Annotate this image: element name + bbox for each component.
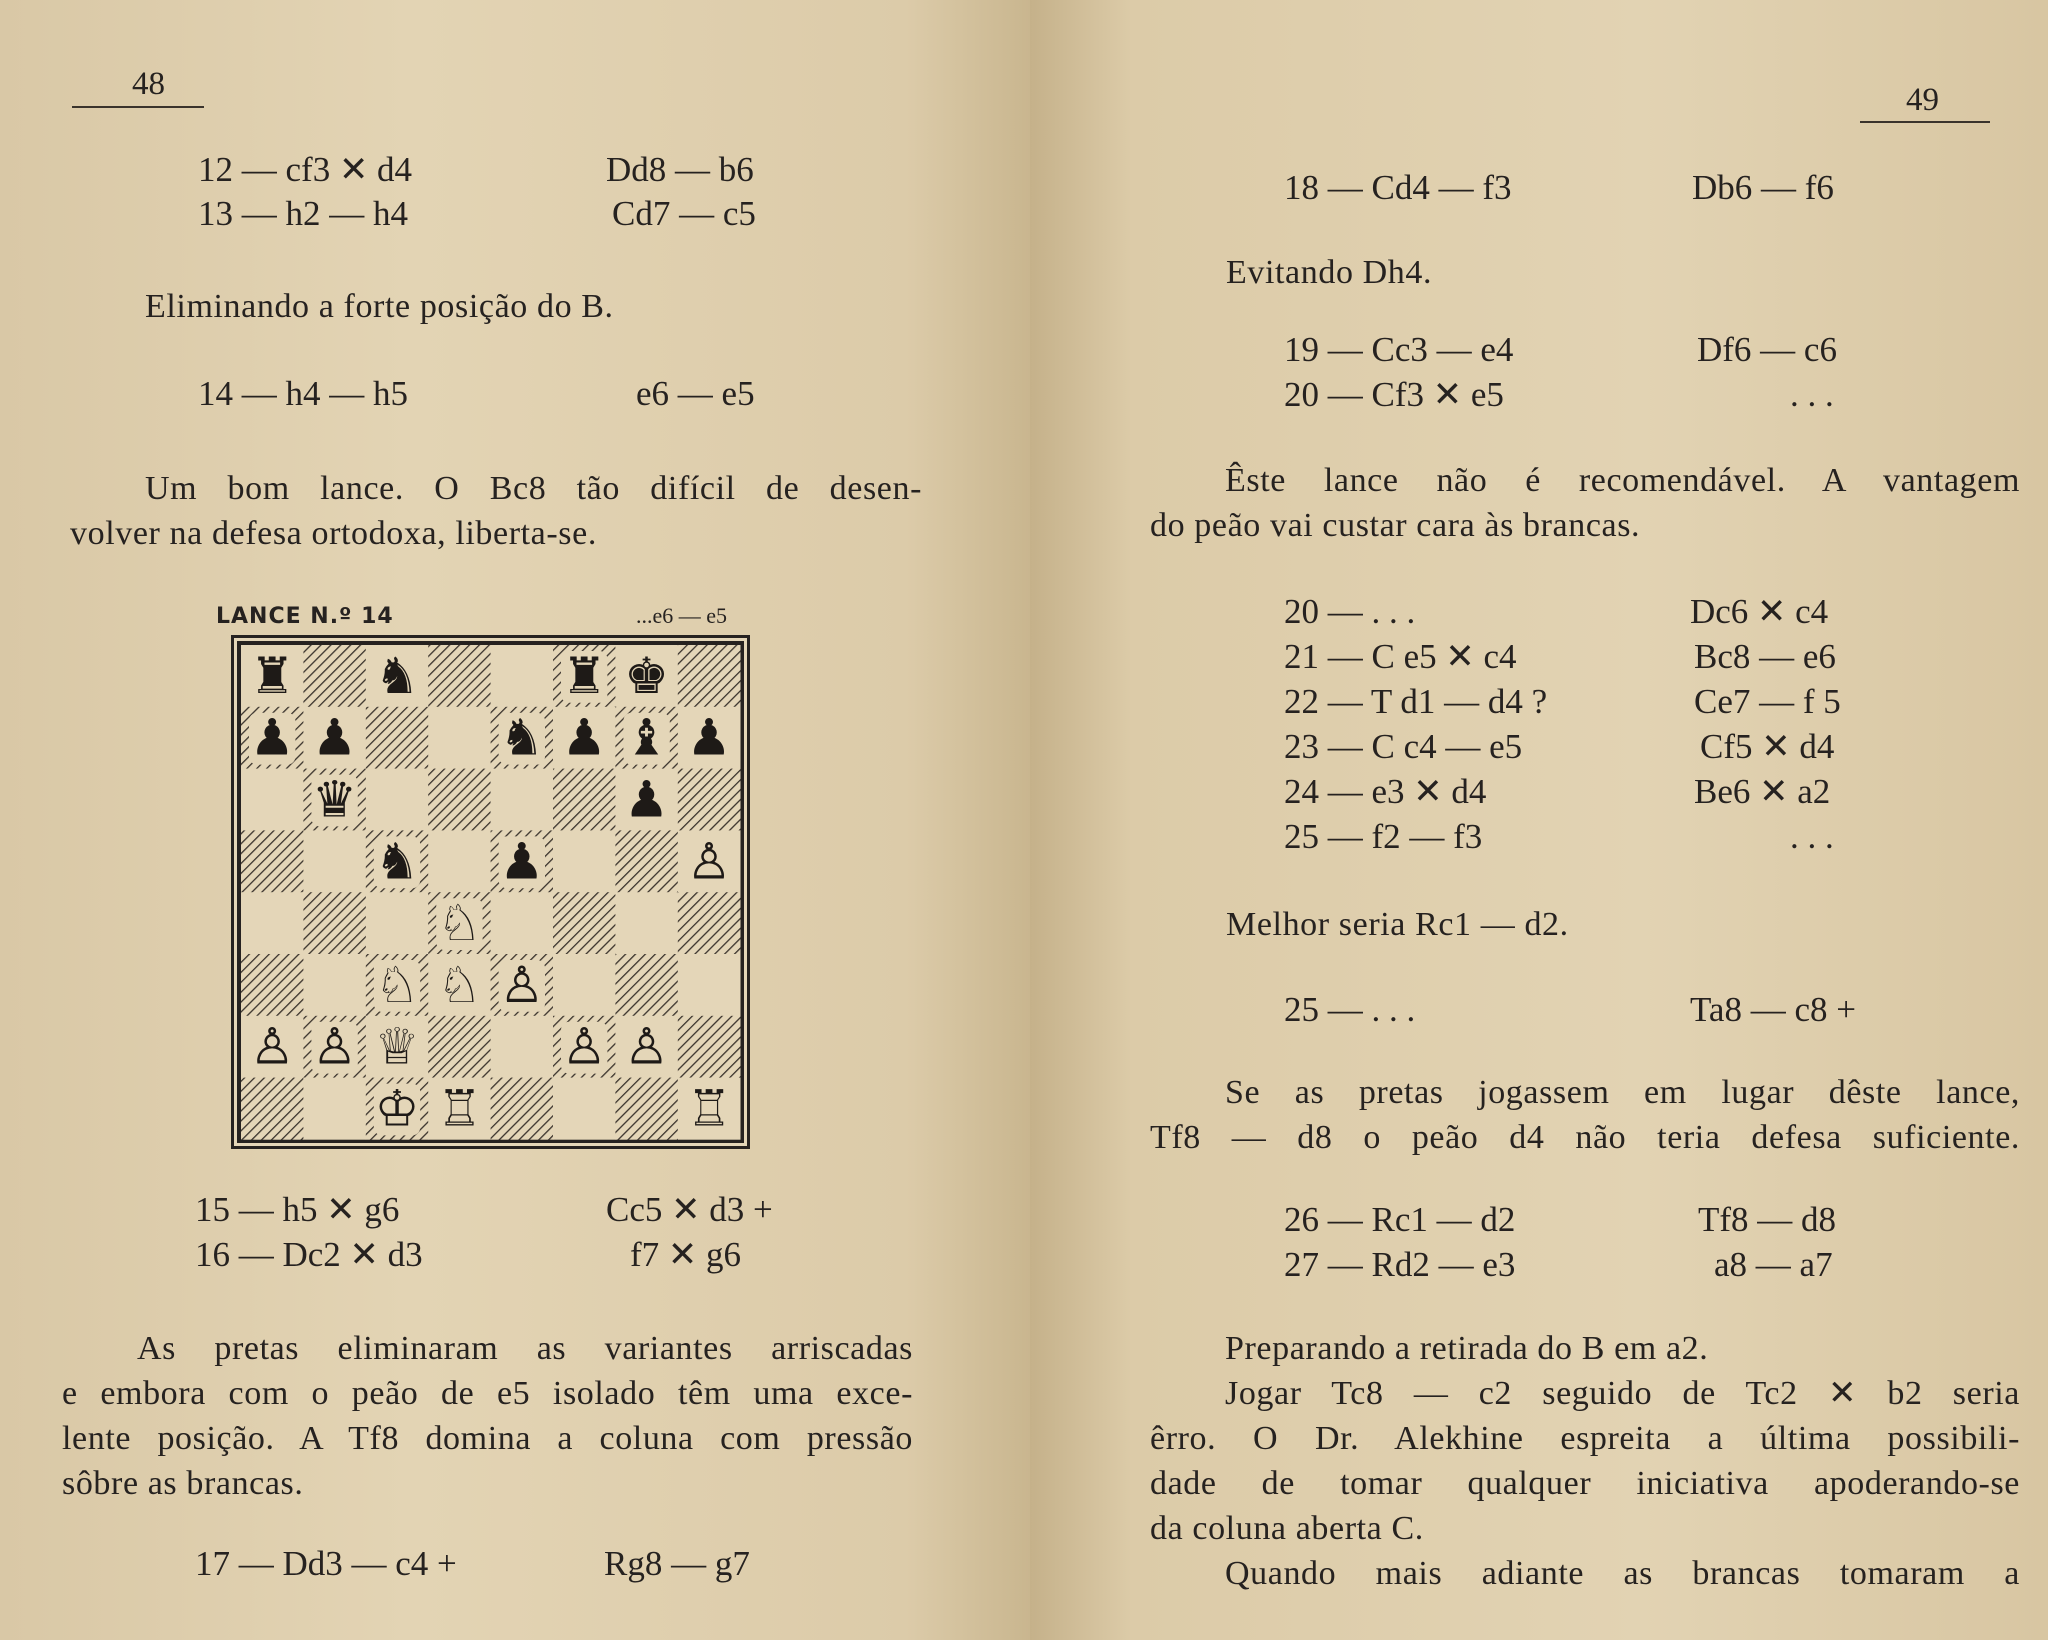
move-14-black: e6 — e5 [636, 374, 755, 413]
commentary-line: do peão vai custar cara às brancas. [1150, 507, 1641, 544]
commentary-paragraph [70, 466, 922, 556]
board-square-f6 [553, 769, 616, 831]
move-23-white: 23 — C c4 — e5 [1284, 727, 1523, 766]
black-pawn-icon: ♟ [624, 770, 670, 829]
white-pawn-icon: ♙ [249, 1017, 295, 1076]
board-square-e8 [491, 645, 554, 707]
commentary-line: dade de tomar qualquer iniciativa apoderando-se [1150, 1465, 2020, 1502]
board-square-a1 [241, 1078, 304, 1140]
board-square-b5 [303, 830, 366, 892]
move-25-white: 25 — . . . [1284, 990, 1416, 1029]
board-square-b1 [303, 1078, 366, 1140]
folio-rule-left [72, 106, 204, 108]
board-square-a4 [241, 892, 304, 954]
board-square-h6 [678, 769, 741, 831]
white-queen-icon: ♕ [374, 1017, 420, 1076]
move-20-black: Dc6 ✕ c4 [1690, 592, 1829, 631]
board-square-e4 [491, 892, 554, 954]
white-rook-icon: ♖ [686, 1079, 732, 1138]
black-pawn-icon: ♟ [499, 832, 545, 891]
black-pawn-icon: ♟ [312, 708, 358, 767]
move-16-black: f7 ✕ g6 [630, 1235, 741, 1274]
move-18-black: Db6 — f6 [1692, 168, 1834, 207]
white-knight-icon: ♘ [436, 894, 482, 953]
move-25-black: Ta8 — c8 + [1690, 990, 1856, 1029]
commentary-line: volver na defesa ortodoxa, liberta-se. [70, 515, 597, 552]
move-20-white: 20 — . . . [1284, 592, 1416, 631]
board-square-g1 [615, 1078, 678, 1140]
commentary-paragraph [1150, 1326, 2020, 1596]
board-square-h3 [678, 954, 741, 1016]
white-knight-icon: ♘ [374, 955, 420, 1014]
black-queen-icon: ♛ [312, 770, 358, 829]
board-square-a3 [241, 954, 304, 1016]
board-square-e6 [491, 769, 554, 831]
board-square-f1 [553, 1078, 616, 1140]
board-square-h2 [678, 1016, 741, 1078]
page-number-left: 48 [132, 66, 165, 102]
black-rook-icon: ♜ [561, 646, 607, 705]
board-square-e2 [491, 1016, 554, 1078]
move-19-white: 19 — Cc3 — e4 [1284, 330, 1514, 369]
black-pawn-icon: ♟ [249, 708, 295, 767]
move-24-black: Be6 ✕ a2 [1694, 772, 1831, 811]
board-square-b4 [303, 892, 366, 954]
move-26-white: 26 — Rc1 — d2 [1284, 1200, 1516, 1239]
move-27-white: 27 — Rd2 — e3 [1284, 1245, 1516, 1284]
commentary-paragraph [1150, 1070, 2020, 1160]
board-square-d7 [428, 707, 491, 769]
move-21-white: 21 — C e5 ✕ c4 [1284, 637, 1517, 676]
board-square-c6 [366, 769, 429, 831]
board-square-h4 [678, 892, 741, 954]
commentary-line: Um bom lance. O Bc8 tão difícil de desen- [145, 470, 922, 507]
commentary-line: e embora com o peão de e5 isolado têm uma exce- [62, 1375, 913, 1412]
move-15-black: Cc5 ✕ d3 + [606, 1190, 773, 1229]
commentary-line: Jogar Tc8 — c2 seguido de Tc2 ✕ b2 seria [1225, 1375, 2020, 1412]
move-17-white: 17 — Dd3 — c4 + [195, 1544, 457, 1583]
move-16-white: 16 — Dc2 ✕ d3 [195, 1235, 423, 1274]
commentary-line: Preparando a retirada do B em a2. [1225, 1330, 1709, 1367]
white-rook-icon: ♖ [436, 1079, 482, 1138]
board-square-a5 [241, 830, 304, 892]
board-square-g3 [615, 954, 678, 1016]
commentary-paragraph [145, 284, 614, 329]
board-square-e1 [491, 1078, 554, 1140]
black-king-icon: ♚ [624, 646, 670, 705]
commentary-paragraph [1226, 250, 1432, 295]
black-knight-icon: ♞ [374, 832, 420, 891]
move-15-white: 15 — h5 ✕ g6 [195, 1190, 400, 1229]
commentary-line: Evitando Dh4. [1226, 254, 1433, 291]
chess-diagram [231, 635, 750, 1149]
move-14-white: 14 — h4 — h5 [198, 374, 408, 413]
board-square-d6 [428, 769, 491, 831]
diagram-caption-move: ...e6 — e5 [636, 603, 728, 628]
black-pawn-icon: ♟ [686, 708, 732, 767]
commentary-line: sôbre as brancas. [62, 1465, 304, 1502]
move-22-white: 22 — T d1 — d4 ? [1284, 682, 1548, 721]
commentary-line: As pretas eliminaram as variantes arriscadas [137, 1330, 913, 1367]
board-square-c7 [366, 707, 429, 769]
move-20-white: 20 — Cf3 ✕ e5 [1284, 375, 1504, 414]
commentary-paragraph [1226, 902, 1569, 947]
commentary-paragraph [62, 1326, 913, 1506]
move-23-black: Cf5 ✕ d4 [1700, 727, 1835, 766]
commentary-line: Quando mais adiante as brancas tomaram a [1225, 1555, 2020, 1592]
white-pawn-icon: ♙ [624, 1017, 670, 1076]
commentary-line: êrro. O Dr. Alekhine espreita a última possibili- [1150, 1420, 2020, 1457]
move-25-black: . . . [1790, 817, 1834, 856]
commentary-line: lente posição. A Tf8 domina a coluna com pressão [62, 1420, 913, 1457]
board-square-g5 [615, 830, 678, 892]
board-square-b8 [303, 645, 366, 707]
move-27-black: a8 — a7 [1714, 1245, 1833, 1284]
black-knight-icon: ♞ [499, 708, 545, 767]
board-square-d8 [428, 645, 491, 707]
move-25-white: 25 — f2 — f3 [1284, 817, 1483, 856]
white-pawn-icon: ♙ [561, 1017, 607, 1076]
move-20-black: . . . [1790, 375, 1834, 414]
commentary-line: Se as pretas jogassem em lugar dêste lance, [1225, 1074, 2020, 1111]
right-page [1030, 0, 2048, 1640]
move-12-white: 12 — cf3 ✕ d4 [198, 150, 413, 189]
move-13-black: Cd7 — c5 [612, 194, 756, 233]
page-number-right: 49 [1906, 82, 1939, 118]
board-square-c4 [366, 892, 429, 954]
white-pawn-icon: ♙ [312, 1017, 358, 1076]
chess-piece-icon: ♝ [624, 708, 670, 767]
commentary-line: Êste lance não é recomendável. A vantagem [1225, 462, 2020, 499]
black-knight-icon: ♞ [374, 646, 420, 705]
diagram-caption: LANCE N.º 14 [216, 604, 394, 629]
move-13-white: 13 — h2 — h4 [198, 194, 408, 233]
move-24-white: 24 — e3 ✕ d4 [1284, 772, 1487, 811]
black-rook-icon: ♜ [249, 646, 295, 705]
board-square-d5 [428, 830, 491, 892]
white-pawn-icon: ♙ [686, 832, 732, 891]
board-square-h8 [678, 645, 741, 707]
white-pawn-icon: ♙ [499, 955, 545, 1014]
move-22-black: Ce7 — f 5 [1694, 682, 1841, 721]
board-square-b3 [303, 954, 366, 1016]
commentary-line: Melhor seria Rc1 — d2. [1226, 906, 1569, 943]
black-pawn-icon: ♟ [561, 708, 607, 767]
board-square-a6 [241, 769, 304, 831]
board-square-f3 [553, 954, 616, 1016]
board-square-f5 [553, 830, 616, 892]
move-18-white: 18 — Cd4 — f3 [1284, 168, 1512, 207]
move-12-black: Dd8 — b6 [606, 150, 754, 189]
commentary-paragraph [1150, 458, 2020, 548]
white-king-icon: ♔ [374, 1079, 420, 1138]
commentary-line: Eliminando a forte posição do B. [145, 288, 614, 325]
white-knight-icon: ♘ [436, 955, 482, 1014]
board-square-d2 [428, 1016, 491, 1078]
board-square-f4 [553, 892, 616, 954]
move-26-black: Tf8 — d8 [1698, 1200, 1837, 1239]
move-21-black: Bc8 — e6 [1694, 637, 1836, 676]
move-17-black: Rg8 — g7 [604, 1544, 750, 1583]
board-square-g4 [615, 892, 678, 954]
commentary-line: Tf8 — d8 o peão d4 não teria defesa suficiente. [1150, 1119, 2020, 1156]
move-19-black: Df6 — c6 [1697, 330, 1837, 369]
folio-rule-right [1860, 121, 1990, 123]
commentary-line: da coluna aberta C. [1150, 1510, 1424, 1547]
